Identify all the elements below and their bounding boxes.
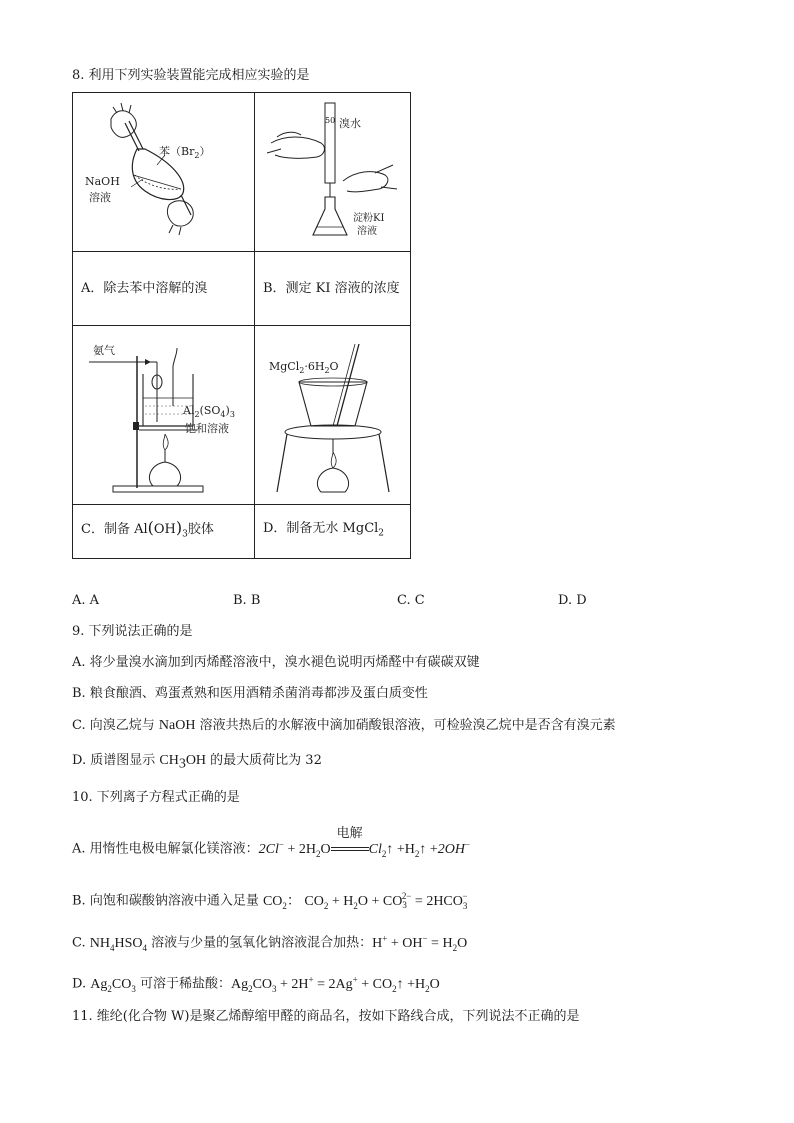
label-saturated: 饱和溶液 xyxy=(185,422,229,435)
separatory-funnel-figure xyxy=(73,93,253,247)
q9-option-d: D. 质谱图显示 $CH_3OH$ 的最大质荷比为 32 xyxy=(72,753,322,772)
label-benzene: 苯（Br xyxy=(159,145,195,158)
caption-c: C．制备 $Al(OH)_3$胶体 xyxy=(81,518,214,540)
q10-option-c: C. $NH_4HSO_4$ 溶液与少量的氢氧化钠溶液混合加热：$H^+ + OH^- = H_2O$ xyxy=(72,933,468,953)
dehydration-figure xyxy=(255,326,409,500)
caption-a: A．除去苯中溶解的溴 xyxy=(81,280,208,296)
q8-stem: 8. 利用下列实验装置能完成相应实验的是 xyxy=(72,68,310,83)
q9-option-a: A. 将少量溴水滴加到丙烯醛溶液中，溴水褪色说明丙烯醛中有碳碳双键 xyxy=(72,655,480,670)
q10-stem: 10. 下列离子方程式正确的是 xyxy=(72,790,240,805)
label-al2so43: Al xyxy=(183,404,195,417)
label-starch-ki: 淀粉KI xyxy=(353,213,385,224)
label-mgcl2-6h2o: MgCl xyxy=(269,360,300,373)
q8-option-b: B. B xyxy=(233,593,261,608)
q9-stem: 9. 下列说法正确的是 xyxy=(72,624,193,639)
label-naoh: NaOH xyxy=(85,175,120,188)
caption-b: B．测定 KI 溶液的浓度 xyxy=(263,280,400,296)
svg-text:MgCl2·6H2O: $MgCl_2\cdot 6H_2O$ xyxy=(269,360,339,375)
svg-text:苯（Br2）: 苯$(Br_2)$ xyxy=(159,145,211,160)
q8-option-d: D. D xyxy=(558,593,587,608)
q8-option-a: A. A xyxy=(72,593,100,608)
caption-d: D．制备无水 MgCl$_2$ xyxy=(263,521,385,539)
figure-a-cell xyxy=(73,93,255,252)
q8-option-c: C. C xyxy=(397,593,425,608)
svg-text:Al2(SO4)3: $Al_2(SO_4)_3$ xyxy=(183,404,235,419)
titration-figure xyxy=(255,93,409,247)
burette-mark: 50 xyxy=(325,116,336,125)
q9-option-b: B. 粮食酿酒、鸡蛋煮熟和医用酒精杀菌消毒都涉及蛋白质变性 xyxy=(72,686,428,701)
q10-option-a: A. 用惰性电极电解氯化镁溶液：$2Cl^- + 2H_2O$ 电解 $Cl_2↑$ $+H_2↑ +2OH^-$ xyxy=(72,824,471,859)
label-solution-a: 溶液 xyxy=(89,191,111,204)
caption-d-cell xyxy=(255,505,411,559)
label-ammonia: 氨气 xyxy=(93,344,115,357)
colloid-prep-figure xyxy=(73,326,253,500)
q9-option-c: C. 向溴乙烷与 NaOH 溶液共热后的水解液中滴加硝酸银溶液，可检验溴乙烷中是否含有溴元素 xyxy=(72,718,616,733)
caption-b-cell xyxy=(255,252,411,326)
q10-option-d: D. $Ag_2CO_3$ 可溶于稀盐酸：$Ag_2CO_3 + 2H^+ = 2Ag^+$ + $CO_2↑ +H_2O$ xyxy=(72,974,440,994)
caption-a-cell xyxy=(73,252,255,326)
apparatus-table xyxy=(72,92,411,559)
q11-stem: 11. 维纶(化合物 W)是聚乙烯醇缩甲醛的商品名，按如下路线合成，下列说法不正确的是 xyxy=(72,1009,580,1024)
figure-b-cell xyxy=(255,93,411,252)
figure-d-cell xyxy=(255,326,411,505)
caption-c-cell xyxy=(73,505,255,559)
label-solution-b: 溶液 xyxy=(357,226,377,237)
label-bromine-water: 溴水 xyxy=(339,117,361,130)
electrolysis-condition: 电解 xyxy=(336,824,363,840)
figure-c-cell xyxy=(73,326,255,505)
q10-option-b: B. 向饱和碳酸钠溶液中通入足量 $CO_2$： $CO_2 + H_2O + CO_3^{2-} = 2HCO_3^-$ xyxy=(72,891,468,911)
